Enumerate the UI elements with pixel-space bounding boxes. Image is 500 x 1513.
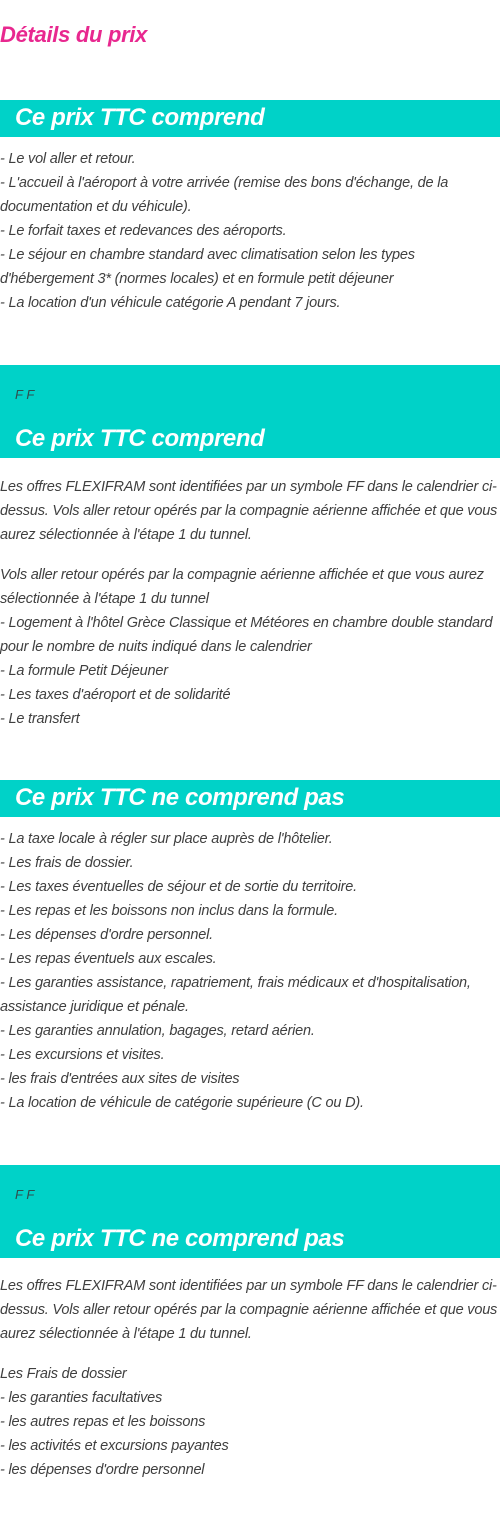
list-item: - les garanties facultatives: [0, 1390, 163, 1406]
section-header-ff-includes: [0, 365, 500, 458]
intro-line: aurez sélectionnée à l'étape 1 du tunnel.: [0, 527, 252, 543]
list-item: Vols aller retour opérés par la compagnie aérienne affichée et que vous aurez: [0, 567, 484, 583]
list-item: - Les excursions et visites.: [0, 1047, 165, 1063]
section-heading: Ce prix TTC comprend: [15, 425, 265, 452]
ff-tag: F F: [15, 1187, 35, 1202]
ff-tag: F F: [15, 387, 35, 402]
section-header-includes: [0, 100, 500, 137]
list-item: documentation et du véhicule).: [0, 199, 192, 215]
intro-line: aurez sélectionnée à l'étape 1 du tunnel.: [0, 1326, 252, 1342]
list-item: - Les repas éventuels aux escales.: [0, 951, 217, 967]
intro-line: dessus. Vols aller retour opérés par la compagnie aérienne affichée et que vous: [0, 503, 498, 519]
list-item: - Le vol aller et retour.: [0, 151, 136, 167]
list-item: - Les dépenses d'ordre personnel.: [0, 927, 214, 943]
list-item: - Les frais de dossier.: [0, 855, 134, 871]
list-item: - Les garanties assistance, rapatriement, frais médicaux et d'hospitalisation,: [0, 975, 471, 991]
list-item: - Les taxes éventuelles de séjour et de sortie du territoire.: [0, 879, 357, 895]
list-item: - les autres repas et les boissons: [0, 1414, 206, 1430]
list-item: d'hébergement 3* (normes locales) et en formule petit déjeuner: [0, 271, 394, 287]
list-item: - Le forfait taxes et redevances des aéroports.: [0, 223, 287, 239]
includes-list: [0, 147, 500, 315]
list-item: - La location d'un véhicule catégorie A pendant 7 jours.: [0, 295, 341, 311]
section-header-excludes: [0, 780, 500, 817]
list-item: - L'accueil à l'aéroport à votre arrivée (remise des bons d'échange, de la: [0, 175, 449, 191]
list-item: - La location de véhicule de catégorie supérieure (C ou D).: [0, 1095, 364, 1111]
list-item: - La taxe locale à régler sur place auprès de l'hôtelier.: [0, 831, 333, 847]
intro-line: dessus. Vols aller retour opérés par la compagnie aérienne affichée et que vous: [0, 1302, 498, 1318]
list-item: - les activités et excursions payantes: [0, 1438, 229, 1454]
list-item: - Les repas et les boissons non inclus dans la formule.: [0, 903, 338, 919]
section-heading: Ce prix TTC comprend: [15, 104, 265, 131]
list-item: - Les garanties annulation, bagages, retard aérien.: [0, 1023, 315, 1039]
list-item: - les dépenses d'ordre personnel: [0, 1462, 205, 1478]
section-header-ff-excludes: [0, 1165, 500, 1258]
ff-excludes-text: [0, 1274, 500, 1482]
list-item: Les Frais de dossier: [0, 1366, 127, 1382]
list-item: - les frais d'entrées aux sites de visites: [0, 1071, 240, 1087]
section-heading: Ce prix TTC ne comprend pas: [15, 1225, 345, 1252]
page-title: Détails du prix: [0, 22, 148, 47]
list-item: - La formule Petit Déjeuner: [0, 663, 168, 679]
list-item: assistance juridique et pénale.: [0, 999, 189, 1015]
section-heading: Ce prix TTC ne comprend pas: [15, 784, 345, 811]
list-item: - Logement à l'hôtel Grèce Classique et Météores en chambre double standard: [0, 615, 493, 631]
list-item: sélectionnée à l'étape 1 du tunnel: [0, 591, 209, 607]
list-item: - Le transfert: [0, 711, 80, 727]
excludes-list: [0, 827, 500, 1115]
list-item: pour le nombre de nuits indiqué dans le calendrier: [0, 639, 312, 655]
list-item: - Le séjour en chambre standard avec climatisation selon les types: [0, 247, 415, 263]
intro-line: Les offres FLEXIFRAM sont identifiées par un symbole FF dans le calendrier ci-: [0, 479, 497, 495]
intro-line: Les offres FLEXIFRAM sont identifiées par un symbole FF dans le calendrier ci-: [0, 1278, 497, 1294]
list-item: - Les taxes d'aéroport et de solidarité: [0, 687, 231, 703]
ff-includes-text: [0, 475, 500, 731]
